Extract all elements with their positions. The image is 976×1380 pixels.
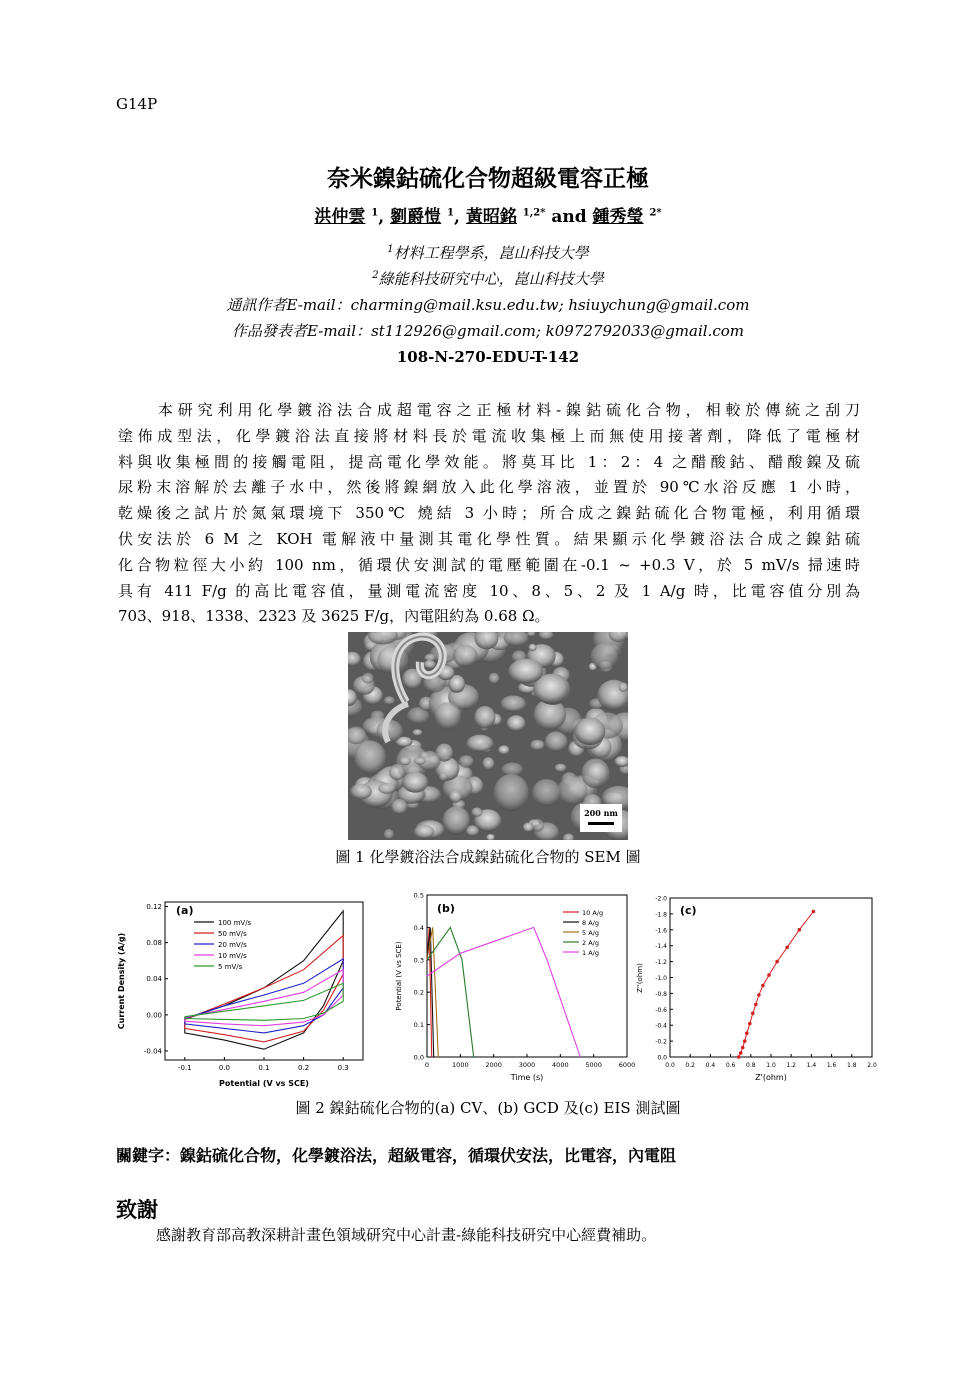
- abstract: [118, 398, 860, 630]
- abstract-line: 乾燥後之試片於氮氣環境下 350℃ 燒結 3 小時；所合成之鎳鈷硫化合物電極，利用循環: [118, 504, 860, 523]
- cv-xtick-label: -0.1: [177, 1064, 192, 1072]
- gcd-panel-label: (b): [437, 902, 455, 915]
- eis-xtick-label: 1.2: [786, 1062, 796, 1069]
- eis-xtick-label: 1.6: [826, 1062, 837, 1069]
- abstract-line: 料與收集極間的接觸電阻，提高電化學效能。將莫耳比 1：2：4 之醋酸鈷、醋酸鎳及硫: [118, 452, 860, 471]
- sem-particle: [459, 755, 474, 767]
- eis-fit-line: [739, 912, 814, 1058]
- gcd-xlabel: Time (s): [510, 1073, 544, 1082]
- abstract-line: 塗佈成型法，化學鍍浴法直接將材料長於電流收集極上而無使用接著劑，降低了電極材: [118, 426, 860, 445]
- keywords: 關鍵字：鎳鈷硫化合物，化學鍍浴法，超級電容，循環伏安法，比電容，內電阻: [116, 1146, 677, 1165]
- sem-particle: [474, 706, 495, 729]
- gcd-xtick-label: 2000: [485, 1061, 502, 1069]
- affiliation: [0, 242, 976, 263]
- sem-particle: [523, 823, 534, 833]
- gcd-ytick-label: 0.2: [413, 988, 424, 997]
- eis-point: [812, 910, 816, 914]
- eis-point: [741, 1046, 745, 1050]
- sem-particle: [591, 643, 619, 669]
- corresponding-email: 通訊作者E-mail：charming@mail.ksu.edu.tw; hsiuychung@gmail.com: [226, 296, 750, 314]
- cv-ylabel: Current Density (A/g): [117, 932, 126, 1030]
- gcd-xtick-label: 0: [424, 1061, 430, 1069]
- gcd-ylabel: Potential (V vs SCE): [395, 941, 403, 1011]
- eis-ytick-label: -0.2: [655, 1038, 667, 1046]
- author-affil-mark: 1: [371, 207, 379, 219]
- sem-particle: [545, 731, 568, 752]
- figure2-caption: 圖 2 鎳鈷硫化合物的(a) CV、(b) GCD 及(c) EIS 測試圖: [295, 1099, 681, 1117]
- sem-particle: [362, 673, 374, 684]
- gcd-chart: [393, 890, 638, 1090]
- eis-point: [739, 1051, 743, 1055]
- cv-xtick-label: 0.0: [218, 1064, 230, 1072]
- eis-ytick-label: -1.8: [655, 911, 667, 919]
- gcd-ytick-label: 0.0: [413, 1053, 424, 1062]
- sem-particle: [414, 825, 434, 839]
- sem-particle: [498, 745, 509, 754]
- sem-particle: [384, 696, 395, 705]
- gcd-xtick-label: 4000: [552, 1061, 569, 1069]
- cv-ytick-label: 0.04: [146, 975, 162, 984]
- sem-particle: [532, 779, 561, 806]
- sem-particle: [619, 682, 628, 692]
- gcd-ytick-label: 0.4: [413, 923, 424, 932]
- eis-xtick-label: 0.0: [665, 1062, 675, 1069]
- eis-point: [767, 973, 771, 977]
- sem-particle: [528, 644, 536, 651]
- sem-particle: [389, 764, 405, 780]
- page-code: G14P: [116, 95, 158, 113]
- eis-point: [751, 1012, 755, 1016]
- eis-xlabel: Z'(ohm): [755, 1073, 787, 1082]
- sem-particle: [443, 806, 470, 834]
- cv-legend-label: 10 mV/s: [218, 952, 247, 960]
- author-name: 鍾秀瑩: [592, 207, 644, 227]
- eis-ytick-label: -1.0: [655, 975, 667, 982]
- cv-ytick-label: 0.00: [146, 1011, 162, 1020]
- sem-particle: [555, 764, 567, 772]
- gcd-xtick-label: 1000: [452, 1061, 469, 1069]
- gcd-legend-label: 8 A/g: [582, 919, 599, 927]
- eis-ytick-label: -1.4: [655, 943, 667, 951]
- eis-point: [761, 984, 765, 988]
- sem-scale-label: 200 nm: [584, 808, 618, 818]
- eis-point: [757, 993, 761, 997]
- eis-point: [775, 960, 779, 964]
- abstract-line: 703、918、1338、2323 及 3625 F/g，內電阻約為 0.68 Ω。: [118, 607, 550, 626]
- sem-texture: [348, 632, 628, 840]
- sem-particle: [414, 757, 426, 764]
- eis-chart: [636, 890, 882, 1090]
- sem-particle: [508, 659, 543, 684]
- author-name: 黃昭銘: [465, 207, 517, 227]
- sem-particle: [413, 729, 423, 736]
- sem-particle: [530, 740, 545, 751]
- sem-particle: [424, 660, 436, 669]
- paper-title: 奈米鎳鈷硫化合物超級電容正極: [327, 165, 649, 192]
- sem-particle: [471, 807, 482, 816]
- cv-xlabel: Potential (V vs SCE): [219, 1079, 309, 1088]
- sem-particle: [439, 772, 448, 781]
- sem-particle: [449, 790, 462, 803]
- affiliation-text: 材料工程學系，崑山科技大學: [393, 244, 589, 262]
- sem-particle: [399, 757, 410, 766]
- ack-text: 感謝教育部高教深耕計畫色領域研究中心計畫-綠能科技研究中心經費補助。: [156, 1226, 657, 1244]
- author-affil-mark: 2*: [649, 207, 662, 219]
- eis-xtick-label: 0.6: [725, 1062, 736, 1069]
- eis-xtick-label: 0.2: [685, 1062, 695, 1069]
- eis-point: [785, 946, 789, 950]
- sem-particle: [482, 757, 494, 770]
- eis-ytick-label: -0.4: [655, 1022, 667, 1030]
- sem-particle: [501, 696, 527, 713]
- sem-particle: [494, 774, 529, 811]
- eis-ytick-label: -1.2: [655, 959, 667, 967]
- cv-legend-label: 20 mV/s: [218, 941, 247, 949]
- eis-ylabel: Z''(ohm): [636, 963, 644, 993]
- cv-legend-label: 50 mV/s: [218, 930, 247, 938]
- gcd-xtick-label: 6000: [618, 1061, 636, 1069]
- sem-particle: [384, 829, 394, 839]
- eis-ytick-label: -0.8: [655, 990, 667, 998]
- eis-ytick-label: -1.6: [655, 927, 667, 935]
- gcd-legend-label: 10 A/g: [582, 909, 604, 917]
- cv-plot-frame: [165, 902, 363, 1060]
- project-code: 108-N-270-EDU-T-142: [396, 348, 580, 366]
- cv-xtick-label: 0.1: [258, 1064, 270, 1072]
- gcd-ytick-label: 0.1: [413, 1021, 424, 1030]
- abstract-line: 具有 411 F/g 的高比電容值，量測電流密度 10、8、5、2 及 1 A/g 時，比電容值分別為: [118, 581, 860, 600]
- cv-xtick-label: 0.2: [298, 1064, 310, 1072]
- cv-legend-label: 100 mV/s: [218, 919, 252, 927]
- eis-point: [743, 1039, 747, 1043]
- cv-xtick-label: 0.3: [337, 1064, 349, 1072]
- abstract-line: 本研究利用化學鍍浴法合成超電容之正極材料-鎳鈷硫化合物，相較於傳統之刮刀: [118, 401, 860, 419]
- gcd-legend-label: 2 A/g: [582, 939, 599, 947]
- author-name: 劉爵愷: [390, 207, 442, 227]
- eis-point: [748, 1022, 752, 1026]
- author-list: [0, 202, 976, 227]
- sem-particle: [489, 673, 500, 684]
- sem-particle: [391, 799, 407, 814]
- cv-legend-label: 5 mV/s: [218, 963, 243, 971]
- eis-point: [745, 1031, 749, 1035]
- sem-particle: [557, 777, 587, 806]
- sem-particle: [581, 759, 609, 789]
- sem-particle: [350, 784, 372, 800]
- affiliation: [0, 268, 976, 289]
- sem-particle: [402, 772, 428, 793]
- abstract-line: 化合物粒徑大小約 100 nm，循環伏安測試的電壓範圍在-0.1 ~ +0.3 V，於 5 mV/s 掃速時: [118, 555, 860, 574]
- cv-ytick-label: 0.12: [146, 903, 162, 912]
- gcd-xtick-label: 5000: [585, 1061, 602, 1069]
- cv-ytick-label: -0.04: [143, 1047, 162, 1056]
- eis-ytick-label: 0.0: [657, 1054, 667, 1062]
- affiliation-mark: 1: [387, 244, 394, 255]
- cv-panel-label: (a): [176, 904, 194, 917]
- eis-ytick-label: -2.0: [655, 895, 667, 903]
- sem-particle: [507, 715, 526, 731]
- gcd-ytick-label: 0.3: [413, 956, 424, 965]
- author-separator: and: [551, 207, 587, 227]
- author-separator: ,: [378, 207, 385, 227]
- eis-panel-label: (c): [680, 904, 697, 917]
- gcd-legend-label: 5 A/g: [582, 929, 599, 937]
- eis-xtick-label: 0.4: [705, 1062, 716, 1069]
- gcd-curve: [427, 927, 580, 1057]
- sem-particle: [354, 740, 386, 774]
- sem-particle: [467, 735, 494, 752]
- eis-xtick-label: 2.0: [867, 1062, 877, 1069]
- author-affil-mark: 1,2*: [522, 207, 546, 219]
- sem-particle: [435, 702, 461, 729]
- author-affil-mark: 1: [447, 207, 454, 219]
- sem-particle: [453, 645, 477, 667]
- sem-image: [348, 632, 628, 840]
- eis-point: [737, 1055, 741, 1059]
- eis-ytick-label: -0.6: [655, 1006, 667, 1014]
- eis-point: [798, 928, 802, 932]
- eis-xtick-label: 1.0: [766, 1062, 776, 1069]
- gcd-ytick-label: 0.5: [413, 891, 424, 900]
- cv-curve: [185, 911, 343, 1049]
- eis-plot-frame: [670, 898, 872, 1057]
- cv-ytick-label: 0.08: [146, 939, 162, 948]
- author-separator: ,: [454, 207, 460, 227]
- gcd-legend-label: 1 A/g: [582, 949, 599, 957]
- author-name: 洪仲雲: [314, 207, 366, 227]
- cv-curve: [185, 959, 343, 1033]
- affiliation-mark: 2: [372, 270, 379, 281]
- eis-point: [754, 1003, 758, 1007]
- affiliation-text: 綠能科技研究中心，崑山科技大學: [378, 270, 604, 288]
- presenter-email: 作品發表者E-mail：st112926@gmail.com; k0972792033@gmail.com: [232, 322, 744, 340]
- figure1-caption: 圖 1 化學鍍浴法合成鎳鈷硫化合物的 SEM 圖: [335, 848, 641, 866]
- eis-xtick-label: 1.8: [847, 1062, 857, 1069]
- gcd-xtick-label: 3000: [518, 1061, 536, 1069]
- ack-heading: 致謝: [116, 1197, 158, 1222]
- cv-chart: [110, 890, 372, 1090]
- sem-particle: [378, 783, 396, 794]
- abstract-line: 伏安法於 6 M 之 KOH 電解液中量測其電化學性質。結果顯示化學鍍浴法合成之鎳鈷硫: [118, 529, 860, 548]
- abstract-line: 尿粉末溶解於去離子水中，然後將鎳網放入此化學溶液，並置於 90℃水浴反應 1 小時，: [118, 478, 860, 497]
- eis-xtick-label: 0.8: [746, 1062, 756, 1069]
- sem-particle: [574, 718, 605, 745]
- eis-xtick-label: 1.4: [806, 1062, 817, 1069]
